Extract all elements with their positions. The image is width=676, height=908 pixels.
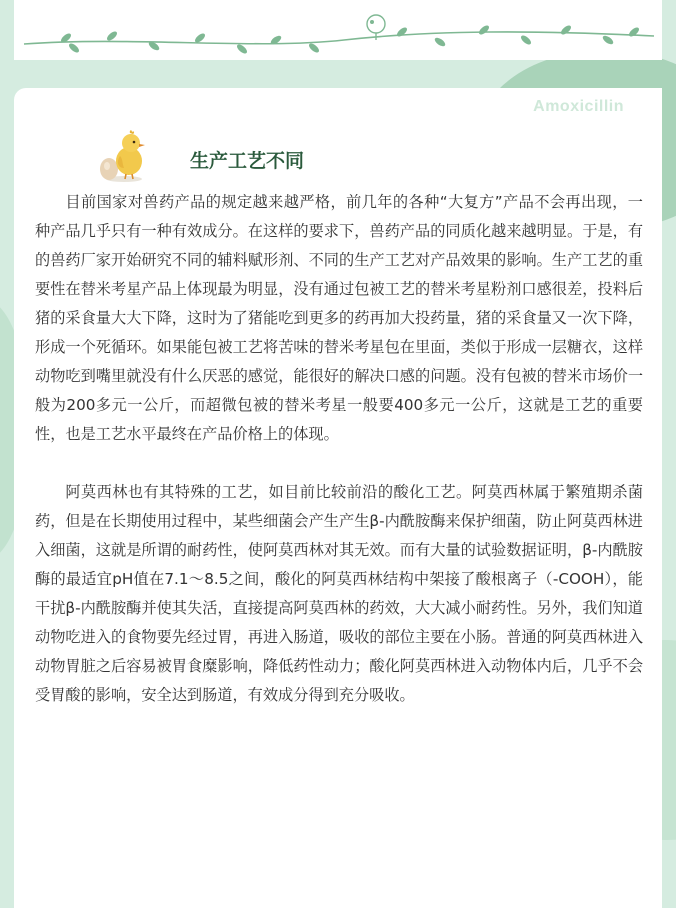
chick-egg-icon [96, 128, 152, 182]
top-decoration-band [14, 0, 662, 60]
article-body [35, 188, 643, 710]
paragraph: 阿莫西林也有其特殊的工艺，如目前比较前沿的酸化工艺。阿莫西林属于繁殖期杀菌药，但是在长期使用过程中，某些细菌会产生产生β-内酰胺酶来保护细菌，防止阿莫西林进入细菌，这就是所谓的耐药性，使阿莫西林对其无效。而有大量的试验数据证明，β-内酰胺酶的最适宜pH值在7.1～8.5之间，酸化的阿莫西林结构中架接了酸根离子（-COOH），能干扰β-内酰胺酶并使其失活，直接提高阿莫西林的药效，大大减小耐药性。另外，我们知道动物吃进入的食物要先经过胃，再进入肠道，吸收的部位主要在小肠。普通的阿莫西林进入动物胃脏之后容易被胃食糜影响，降低药性动力；酸化阿莫西林进入动物体内后，几乎不会受胃酸的影响，安全达到肠道，有效成分得到充分吸收。 [35, 483, 643, 704]
article-card [14, 88, 662, 908]
section-heading: 生产工艺不同 [190, 150, 305, 172]
brand-watermark: Amoxicillin [533, 98, 624, 115]
paragraph: 目前国家对兽药产品的规定越来越严格，前几年的各种“大复方”产品不会再出现，一种产品几乎只有一种有效成分。在这样的要求下，兽药产品的同质化越来越明显。于是，有的兽药厂家开始研究不同的辅料赋形剂、不同的生产工艺对产品效果的影响。生产工艺的重要性在替米考星产品上体现最为明显，没有通过包被工艺的替米考星粉剂口感很差，投料后猪的采食量大大下降，这时为了猪能吃到更多的药再加大投药量，猪的采食量又一次下降，形成一个死循环。如果能包被工艺将苦味的替米考星包在里面，类似于形成一层糖衣，这样动物吃到嘴里就没有什么厌恶的感觉，能很好的解决口感的问题。没有包被的替米市场价一般为200多元一公斤，而超微包被的替米考星一般要400多元一公斤，这就是工艺的重要性，也是工艺水平最终在产品价格上的体现。 [35, 193, 643, 443]
vine-decoration-icon [14, 0, 662, 60]
